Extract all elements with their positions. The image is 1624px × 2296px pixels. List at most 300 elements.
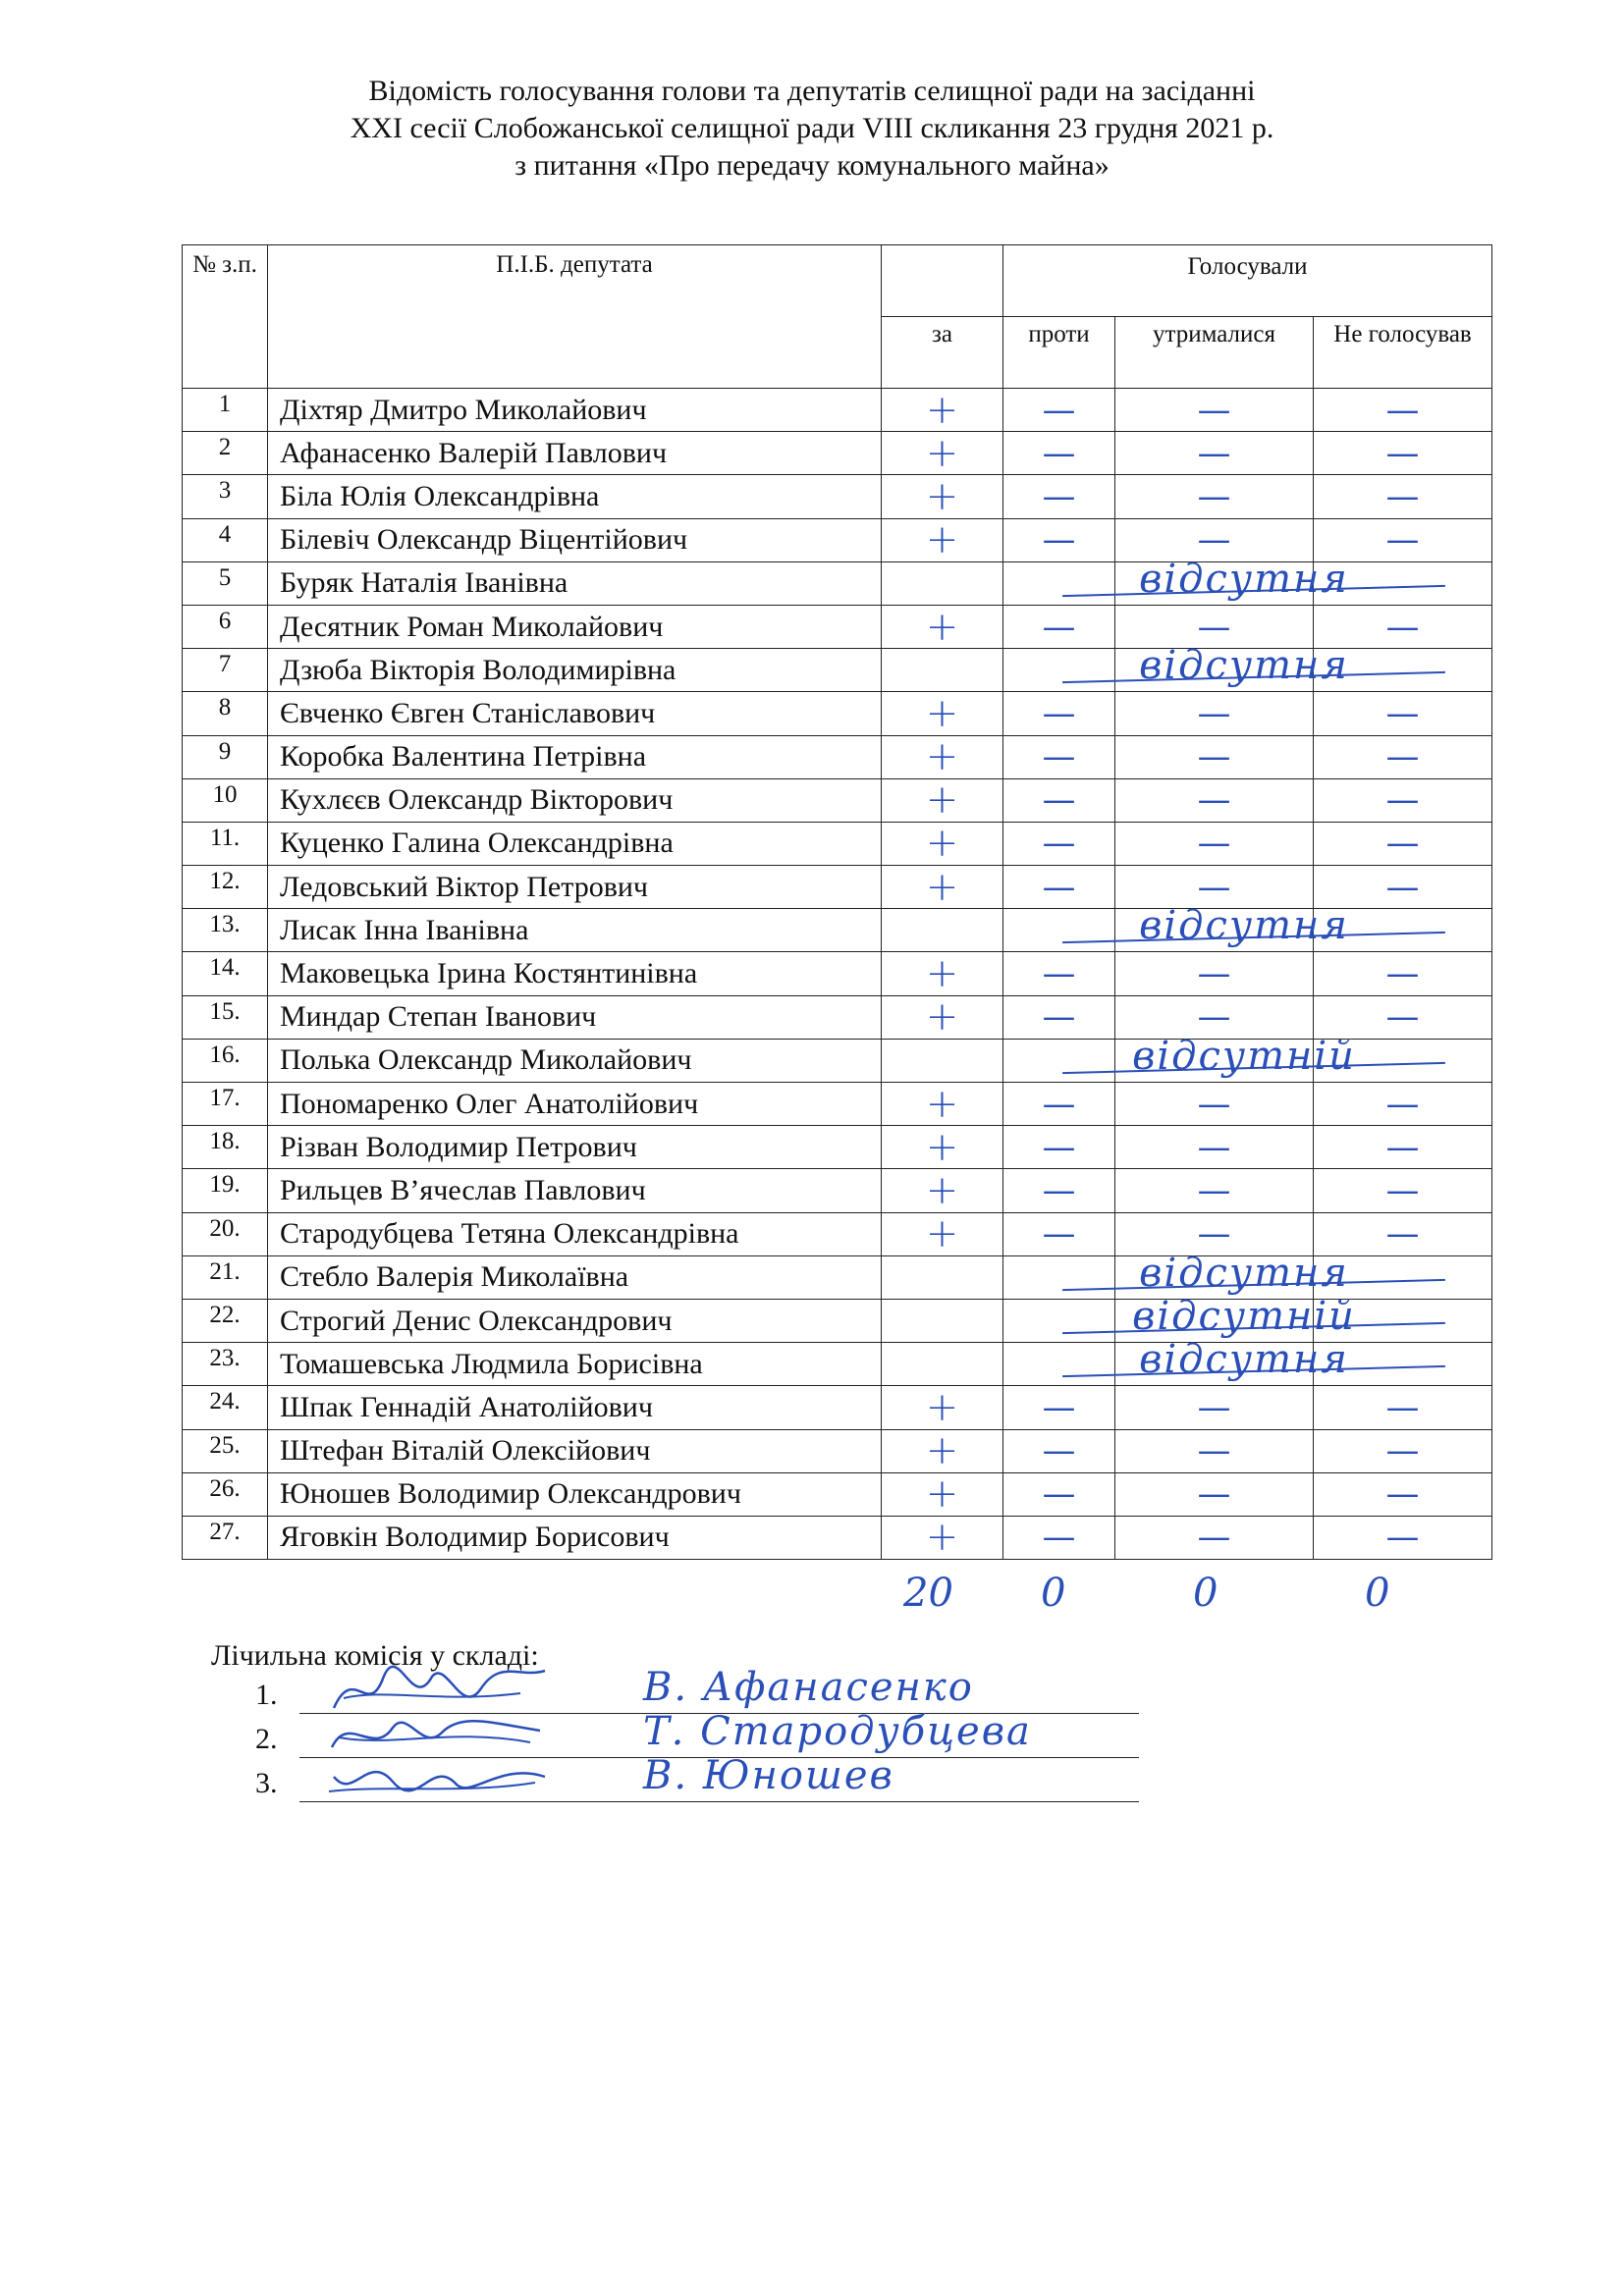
table-row [183, 1255, 1492, 1299]
plus-mark: + [925, 1167, 959, 1213]
deputy-name: Рильцев В’ячеслав Павлович [268, 1169, 882, 1212]
vote-not-voted-cell [1314, 735, 1492, 778]
vote-abstained-cell [1115, 952, 1314, 995]
vote-for-cell [882, 735, 1003, 778]
vote-for-cell [882, 866, 1003, 909]
deputy-name: Коробка Валентина Петрівна [268, 735, 882, 778]
vote-for-cell [882, 1169, 1003, 1212]
row-number: 15. [183, 995, 268, 1039]
dash-mark: — [1197, 954, 1231, 994]
vote-abstained-cell [1115, 1299, 1314, 1342]
dash-mark: — [1197, 780, 1231, 821]
plus-mark: + [925, 387, 959, 433]
deputy-name: Буряк Наталія Іванівна [268, 561, 882, 605]
dash-mark: — [1042, 607, 1076, 647]
dash-mark: — [1385, 1474, 1420, 1515]
row-number: 14. [183, 952, 268, 995]
row-number: 3 [183, 475, 268, 518]
deputy-name: Миндар Степан Іванович [268, 995, 882, 1039]
dash-mark: — [1197, 737, 1231, 777]
deputy-name: Маковецька Ірина Костянтинівна [268, 952, 882, 995]
dash-mark: — [1042, 1084, 1076, 1124]
vote-not-voted-cell [1314, 692, 1492, 735]
total-abstained: 0 [1193, 1571, 1218, 1616]
row-number: 4 [183, 518, 268, 561]
vote-for-cell [882, 778, 1003, 822]
row-number: 5 [183, 561, 268, 605]
table-row [183, 952, 1492, 995]
dash-mark: — [1197, 1214, 1231, 1255]
plus-mark: + [925, 690, 959, 736]
member-name: В. Афанасенко [643, 1665, 974, 1710]
vote-against-cell [1003, 518, 1115, 561]
vote-abstained-cell [1115, 649, 1314, 692]
vote-for-cell [882, 1039, 1003, 1082]
dash-mark: — [1042, 693, 1076, 733]
dash-mark: — [1042, 1127, 1076, 1167]
member-index: 2. [255, 1723, 278, 1755]
vote-not-voted-cell [1314, 1255, 1492, 1299]
plus-mark: + [925, 1471, 959, 1518]
dash-mark: — [1042, 954, 1076, 994]
deputy-name: Куценко Галина Олександрівна [268, 822, 882, 865]
dash-mark: — [1385, 1084, 1420, 1124]
dash-mark: — [1385, 607, 1420, 647]
vote-abstained-cell [1115, 605, 1314, 648]
vote-against-cell [1003, 692, 1115, 735]
row-number: 1 [183, 389, 268, 432]
vote-abstained-cell [1115, 1126, 1314, 1169]
dash-mark: — [1385, 954, 1420, 994]
vote-for-cell [882, 561, 1003, 605]
deputy-name: Строгий Денис Олександрович [268, 1299, 882, 1342]
dash-mark: — [1197, 824, 1231, 864]
vote-for-cell [882, 1472, 1003, 1516]
dash-mark: — [1385, 1431, 1420, 1471]
absent-note: відсутня [1003, 1337, 1485, 1382]
vote-not-voted-cell [1314, 952, 1492, 995]
vote-for-cell [882, 605, 1003, 648]
deputy-name: Юношев Володимир Олександрович [268, 1472, 882, 1516]
table-row [183, 1083, 1492, 1126]
table-row [183, 735, 1492, 778]
vote-abstained-cell [1115, 778, 1314, 822]
deputy-name: Діхтяр Дмитро Миколайович [268, 389, 882, 432]
table-row [183, 866, 1492, 909]
table-row [183, 692, 1492, 735]
vote-for-cell [882, 1343, 1003, 1386]
plus-mark: + [925, 994, 959, 1041]
table-row [183, 1429, 1492, 1472]
vote-abstained-cell [1115, 1255, 1314, 1299]
row-number: 21. [183, 1255, 268, 1299]
deputy-name: Яговкін Володимир Борисович [268, 1516, 882, 1559]
title-line-1: Відомість голосування голови та депутатів селищної ради на засіданні [368, 75, 1256, 107]
deputy-name: Дзюба Вікторія Володимирівна [268, 649, 882, 692]
table-row [183, 909, 1492, 952]
dash-mark: — [1042, 1387, 1076, 1427]
dash-mark: — [1385, 1214, 1420, 1255]
vote-abstained-cell [1115, 1516, 1314, 1559]
vote-not-voted-cell [1314, 822, 1492, 865]
vote-for-cell [882, 1299, 1003, 1342]
row-number: 27. [183, 1516, 268, 1559]
dash-mark: — [1385, 780, 1420, 821]
deputy-name: Десятник Роман Миколайович [268, 605, 882, 648]
table-row [183, 1472, 1492, 1516]
plus-mark: + [925, 473, 959, 519]
plus-mark: + [925, 1384, 959, 1430]
absent-note: відсутній [1003, 1294, 1485, 1339]
vote-abstained-cell [1115, 561, 1314, 605]
dash-mark: — [1385, 737, 1420, 777]
vote-against-cell [1003, 605, 1115, 648]
plus-mark: + [925, 864, 959, 910]
vote-for-cell [882, 432, 1003, 475]
table-row [183, 822, 1492, 865]
vote-not-voted-cell [1314, 1429, 1492, 1472]
vote-against-cell [1003, 1083, 1115, 1126]
absent-note: відсутня [1003, 903, 1485, 948]
table-row [183, 1126, 1492, 1169]
header-against: проти [1003, 317, 1115, 389]
deputy-name: Шпак Геннадій Анатолійович [268, 1386, 882, 1429]
vote-against-cell [1003, 556, 1349, 605]
vote-not-voted-cell [1314, 561, 1492, 605]
table-row [183, 1039, 1492, 1082]
row-number: 12. [183, 866, 268, 909]
totals-row [0, 1571, 1624, 1629]
table-row [183, 1386, 1492, 1429]
total-not-voted: 0 [1365, 1571, 1390, 1616]
vote-for-cell [882, 1255, 1003, 1299]
plus-mark: + [925, 1081, 959, 1127]
vote-against-cell [1003, 1429, 1115, 1472]
vote-not-voted-cell [1314, 1039, 1492, 1082]
deputy-name: Євченко Євген Станіславович [268, 692, 882, 735]
deputy-name: Лисак Інна Іванівна [268, 909, 882, 952]
table-row [183, 778, 1492, 822]
plus-mark: + [925, 604, 959, 650]
dash-mark: — [1042, 737, 1076, 777]
dash-mark: — [1197, 1431, 1231, 1471]
dash-mark: — [1385, 824, 1420, 864]
table-body [183, 389, 1492, 1560]
dash-mark: — [1385, 433, 1420, 473]
vote-not-voted-cell [1314, 518, 1492, 561]
deputy-name: Стародубцева Тетяна Олександрівна [268, 1212, 882, 1255]
vote-abstained-cell [1115, 995, 1314, 1039]
vote-abstained-cell [1115, 866, 1314, 909]
dash-mark: — [1385, 1170, 1420, 1210]
row-number: 19. [183, 1169, 268, 1212]
dash-mark: — [1385, 390, 1420, 430]
vote-against-cell [1003, 389, 1115, 432]
dash-mark: — [1042, 780, 1076, 821]
dash-mark: — [1197, 997, 1231, 1038]
vote-against-cell [1003, 735, 1115, 778]
dash-mark: — [1197, 693, 1231, 733]
vote-against-cell [1003, 778, 1115, 822]
vote-for-cell [882, 389, 1003, 432]
table-row [183, 1343, 1492, 1386]
vote-not-voted-cell [1314, 1212, 1492, 1255]
dash-mark: — [1042, 390, 1076, 430]
row-number: 25. [183, 1429, 268, 1472]
title-line-2: XXI сесії Слобожанської селищної ради VIII скликання 23 грудня 2021 р. [350, 112, 1274, 144]
table-row [183, 649, 1492, 692]
vote-not-voted-cell [1314, 778, 1492, 822]
dash-mark: — [1042, 867, 1076, 907]
deputy-name: Різван Володимир Петрович [268, 1126, 882, 1169]
dash-mark: — [1197, 867, 1231, 907]
dash-mark: — [1042, 824, 1076, 864]
dash-mark: — [1197, 520, 1231, 561]
dash-mark: — [1385, 476, 1420, 516]
dash-mark: — [1042, 997, 1076, 1038]
vote-against-cell [1003, 1126, 1115, 1169]
table-row [183, 1516, 1492, 1559]
deputy-name: Біла Юлія Олександрівна [268, 475, 882, 518]
vote-for-cell [882, 952, 1003, 995]
vote-abstained-cell [1115, 1429, 1314, 1472]
header-abstained: утрималися [1115, 317, 1314, 389]
vote-not-voted-cell [1314, 432, 1492, 475]
plus-mark: + [925, 1515, 959, 1561]
table-row [183, 389, 1492, 432]
vote-not-voted-cell [1314, 605, 1492, 648]
dash-mark: — [1385, 867, 1420, 907]
plus-mark: + [925, 517, 959, 563]
vote-not-voted-cell [1314, 1386, 1492, 1429]
dash-mark: — [1197, 1170, 1231, 1210]
vote-not-voted-cell [1314, 1083, 1492, 1126]
vote-for-cell [882, 518, 1003, 561]
vote-for-cell [882, 1212, 1003, 1255]
dash-mark: — [1197, 607, 1231, 647]
absent-note: відсутня [1003, 1251, 1485, 1296]
plus-mark: + [925, 777, 959, 824]
dash-mark: — [1385, 520, 1420, 561]
vote-against-cell [1003, 866, 1115, 909]
header-number: № з.п. [183, 245, 268, 389]
vote-against-cell [1003, 432, 1115, 475]
dash-mark: — [1385, 1127, 1420, 1167]
member-name: В. Юношев [643, 1753, 894, 1798]
vote-not-voted-cell [1314, 649, 1492, 692]
vote-for-cell [882, 909, 1003, 952]
vote-abstained-cell [1115, 909, 1314, 952]
vote-not-voted-cell [1314, 1343, 1492, 1386]
dash-mark: — [1385, 997, 1420, 1038]
member-name: Т. Стародубцева [643, 1709, 1032, 1754]
dash-mark: — [1042, 520, 1076, 561]
vote-abstained-cell [1115, 1212, 1314, 1255]
vote-not-voted-cell [1314, 1516, 1492, 1559]
vote-against-cell [1003, 1386, 1115, 1429]
vote-not-voted-cell [1314, 1169, 1492, 1212]
dash-mark: — [1385, 1518, 1420, 1558]
row-number: 26. [183, 1472, 268, 1516]
dash-mark: — [1197, 1474, 1231, 1515]
dash-mark: — [1042, 1474, 1076, 1515]
vote-against-cell [1003, 1337, 1349, 1386]
vote-abstained-cell [1115, 1039, 1314, 1082]
header-name: П.І.Б. депутата [268, 245, 882, 389]
row-number: 10 [183, 778, 268, 822]
dash-mark: — [1197, 476, 1231, 516]
plus-mark: + [925, 951, 959, 997]
plus-mark: + [925, 1124, 959, 1170]
vote-not-voted-cell [1314, 389, 1492, 432]
dash-mark: — [1042, 1518, 1076, 1558]
deputy-name: Афанасенко Валерій Павлович [268, 432, 882, 475]
vote-against-cell [1003, 1293, 1356, 1342]
table-row [183, 432, 1492, 475]
row-number: 24. [183, 1386, 268, 1429]
vote-not-voted-cell [1314, 1472, 1492, 1516]
header-voted: Голосували [1003, 245, 1492, 317]
vote-for-cell [882, 1126, 1003, 1169]
vote-against-cell [1003, 1212, 1115, 1255]
row-number: 7 [183, 649, 268, 692]
vote-against-cell [1003, 1472, 1115, 1516]
signature-icon [324, 1747, 550, 1810]
document-title [0, 73, 1624, 185]
table-row [183, 475, 1492, 518]
dash-mark: — [1385, 693, 1420, 733]
vote-for-cell [882, 995, 1003, 1039]
vote-abstained-cell [1115, 822, 1314, 865]
table-row [183, 605, 1492, 648]
row-number: 18. [183, 1126, 268, 1169]
total-for: 20 [903, 1571, 953, 1616]
vote-abstained-cell [1115, 432, 1314, 475]
table-row [183, 1299, 1492, 1342]
plus-mark: + [925, 1428, 959, 1474]
row-number: 11. [183, 822, 268, 865]
total-against: 0 [1041, 1571, 1066, 1616]
vote-for-cell [882, 1386, 1003, 1429]
plus-mark: + [925, 430, 959, 476]
member-index: 1. [255, 1679, 278, 1711]
vote-against-cell [1003, 995, 1115, 1039]
vote-for-cell [882, 1516, 1003, 1559]
table-row [183, 561, 1492, 605]
table-row [183, 1169, 1492, 1212]
table-row [183, 995, 1492, 1039]
vote-against-cell [1003, 475, 1115, 518]
row-number: 22. [183, 1299, 268, 1342]
header-for: за [882, 317, 1003, 389]
plus-mark: + [925, 734, 959, 780]
dash-mark: — [1042, 1431, 1076, 1471]
vote-for-cell [882, 692, 1003, 735]
vote-not-voted-cell [1314, 475, 1492, 518]
vote-for-cell [882, 1429, 1003, 1472]
header-not-voted: Не голосував [1314, 317, 1492, 389]
vote-not-voted-cell [1314, 1299, 1492, 1342]
deputy-name: Ледовський Віктор Петрович [268, 866, 882, 909]
dash-mark: — [1197, 390, 1231, 430]
row-number: 13. [183, 909, 268, 952]
vote-abstained-cell [1115, 1343, 1314, 1386]
dash-mark: — [1197, 433, 1231, 473]
dash-mark: — [1197, 1084, 1231, 1124]
absent-note: відсутня [1003, 643, 1485, 688]
deputy-name: Пономаренко Олег Анатолійович [268, 1083, 882, 1126]
dash-mark: — [1197, 1518, 1231, 1558]
vote-against-cell [1003, 643, 1349, 692]
table-row [183, 518, 1492, 561]
vote-abstained-cell [1115, 735, 1314, 778]
deputy-name: Томашевська Людмила Борисівна [268, 1343, 882, 1386]
header-blank [882, 245, 1003, 317]
title-line-3: з питання «Про передачу комунального майна» [514, 149, 1110, 182]
deputy-name: Штефан Віталій Олексійович [268, 1429, 882, 1472]
table-row [183, 1212, 1492, 1255]
vote-against-cell [1003, 1033, 1356, 1082]
deputy-name: Білевіч Олександр Віцентійович [268, 518, 882, 561]
vote-against-cell [1003, 903, 1349, 952]
dash-mark: — [1042, 1214, 1076, 1255]
vote-abstained-cell [1115, 1083, 1314, 1126]
vote-not-voted-cell [1314, 909, 1492, 952]
row-number: 17. [183, 1083, 268, 1126]
vote-abstained-cell [1115, 475, 1314, 518]
commission-member-3 [255, 1753, 1139, 1806]
vote-abstained-cell [1115, 1472, 1314, 1516]
dash-mark: — [1042, 476, 1076, 516]
absent-note: відсутня [1003, 557, 1485, 602]
vote-against-cell [1003, 1516, 1115, 1559]
row-number: 20. [183, 1212, 268, 1255]
row-number: 23. [183, 1343, 268, 1386]
vote-against-cell [1003, 1250, 1349, 1299]
dash-mark: — [1197, 1127, 1231, 1167]
vote-abstained-cell [1115, 1169, 1314, 1212]
vote-abstained-cell [1115, 389, 1314, 432]
row-number: 8 [183, 692, 268, 735]
vote-abstained-cell [1115, 1386, 1314, 1429]
deputy-name: Стебло Валерія Миколаївна [268, 1255, 882, 1299]
vote-abstained-cell [1115, 518, 1314, 561]
row-number: 6 [183, 605, 268, 648]
voting-table [182, 244, 1492, 1560]
deputy-name: Полька Олександр Миколайович [268, 1039, 882, 1082]
vote-against-cell [1003, 1169, 1115, 1212]
absent-note: відсутній [1003, 1034, 1485, 1079]
vote-against-cell [1003, 952, 1115, 995]
dash-mark: — [1197, 1387, 1231, 1427]
vote-for-cell [882, 822, 1003, 865]
dash-mark: — [1385, 1387, 1420, 1427]
vote-for-cell [882, 649, 1003, 692]
row-number: 16. [183, 1039, 268, 1082]
vote-not-voted-cell [1314, 1126, 1492, 1169]
vote-not-voted-cell [1314, 995, 1492, 1039]
vote-against-cell [1003, 822, 1115, 865]
vote-for-cell [882, 1083, 1003, 1126]
plus-mark: + [925, 1211, 959, 1257]
vote-for-cell [882, 475, 1003, 518]
member-index: 3. [255, 1767, 278, 1799]
dash-mark: — [1042, 433, 1076, 473]
plus-mark: + [925, 821, 959, 867]
commission-label: Лічильна комісія у складі: [211, 1639, 539, 1672]
row-number: 2 [183, 432, 268, 475]
dash-mark: — [1042, 1170, 1076, 1210]
